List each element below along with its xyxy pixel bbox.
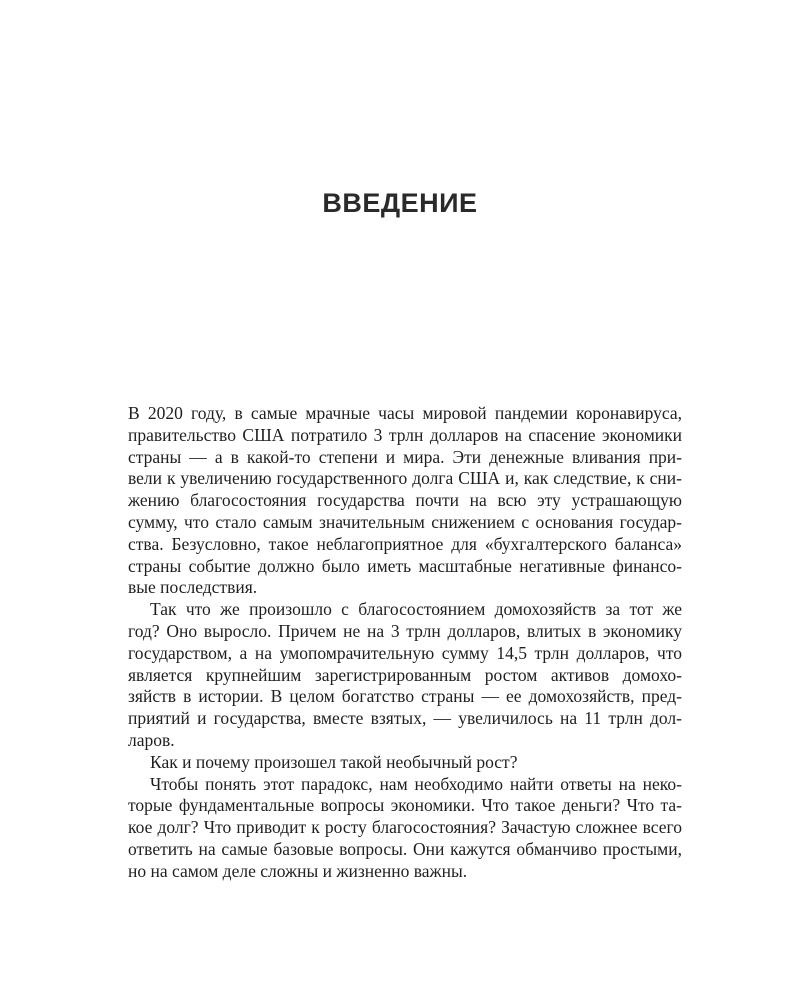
text-line: страны событие должно было иметь масштабные негативные финансо- xyxy=(128,555,682,576)
chapter-title: ВВЕДЕНИЕ xyxy=(322,188,478,218)
body-text xyxy=(128,403,682,883)
text-line: вые последствия. xyxy=(128,577,258,598)
paragraph-3 xyxy=(128,752,682,774)
text-line: государством, а на умопомрачительную сумму 14,5 трлн долларов, что xyxy=(128,642,682,663)
text-line: приятий и государства, вместе взятых, — увеличилось на 11 трлн дол- xyxy=(128,708,682,729)
text-line: зяйств в истории. В целом богатство страны — ее домохозяйств, пред- xyxy=(128,686,682,707)
text-line: вели к увеличению государственного долга США и, как следствие, к сни- xyxy=(128,468,682,489)
text-line: ответить на самые базовые вопросы. Они кажутся обманчиво простыми, xyxy=(128,838,682,859)
text-line: Как и почему произошел такой необычный рост? xyxy=(150,751,518,772)
text-line: год? Оно выросло. Причем не на 3 трлн долларов, влитых в экономику xyxy=(128,620,682,641)
text-line: кое долг? Что приводит к росту благосостояния? Зачастую сложнее всего xyxy=(128,817,682,838)
text-line: Так что же произошло с благосостоянием домохозяйств за тот же xyxy=(150,599,682,620)
text-line: правительство США потратило 3 трлн долларов на спасение экономики xyxy=(128,424,682,445)
paragraph-2 xyxy=(128,599,682,752)
text-line: ларов. xyxy=(128,729,175,750)
text-line: является крупнейшим зарегистрированным ростом активов домохо- xyxy=(128,664,682,685)
text-line: ства. Безусловно, такое неблагоприятное для «бухгалтерского баланса» xyxy=(128,533,682,554)
text-line: В 2020 году, в самые мрачные часы мировой пандемии коронавируса, xyxy=(128,403,682,423)
text-line: торые фундаментальные вопросы экономики. Что такое деньги? Что та- xyxy=(128,795,682,816)
text-line: но на самом деле сложны и жизненно важны. xyxy=(128,860,468,881)
text-line: страны — а в какой-то степени и мира. Эти денежные вливания при- xyxy=(128,446,682,467)
text-line: сумму, что стало самым значительным снижением с основания государ- xyxy=(128,511,682,532)
paragraph-4 xyxy=(128,774,682,883)
text-line: жению благосостояния государства почти на всю эту устрашающую xyxy=(128,490,682,511)
text-line: Чтобы понять этот парадокс, нам необходимо найти ответы на неко- xyxy=(150,773,682,794)
paragraph-1 xyxy=(128,403,682,599)
